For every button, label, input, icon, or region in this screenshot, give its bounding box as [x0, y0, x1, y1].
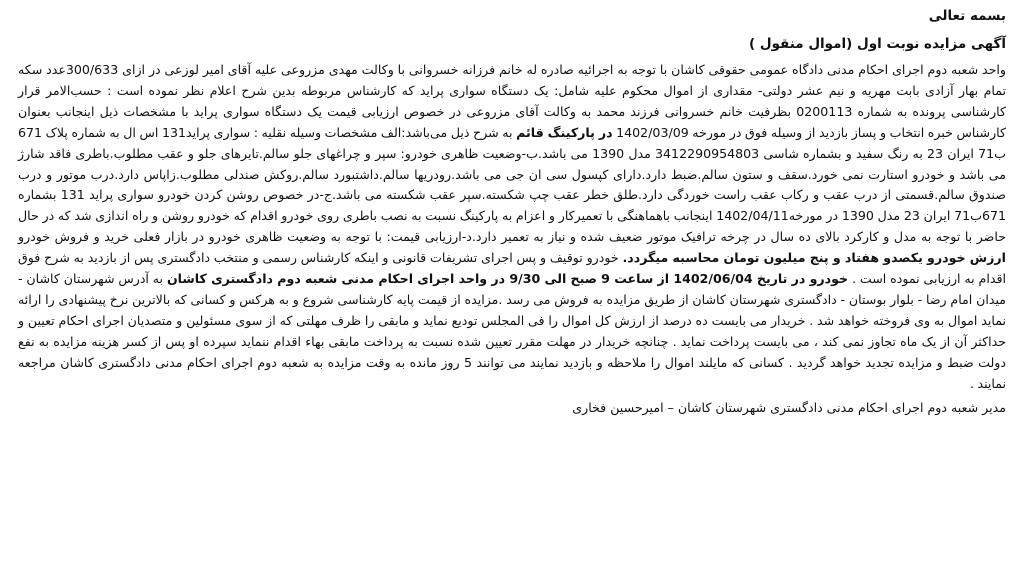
- body-part-3: خودرو توقیف و پس اجرای تشریفات قانونی و اینکه کارشناس رسمی و منتخب دادگستری پس از بازدید به شرح فوق اقدام به ارزیابی نموده است .: [18, 250, 1006, 287]
- auction-date-and-place: خودرو در تاریخ 1402/06/04 از ساعت 9 صبح الی 9/30 در واحد اجرای احکام مدنی شعبه دوم دادگستری کاشان: [166, 271, 849, 287]
- signature-line: مدیر شعبه دوم اجرای احکام مدنی دادگستری شهرستان کاشان – امیرحسین فخاری: [572, 399, 1006, 415]
- appraised-value: ارزش خودرو یکصدو هفتاد و پنج میلیون تومان محاسبه میگردد.: [622, 250, 1006, 266]
- inspection-location: در پارکینگ قائم: [516, 124, 613, 140]
- notice-title: آگهی مزایده نوبت اول (اموال منقول ): [749, 36, 1006, 52]
- notice-body: [18, 60, 1006, 395]
- body-part-2: به شرح ذیل می‌باشد:الف مشخصات وسیله نقلیه : سواری پراید131 اس ال به شماره پلاک 671 ب71 ایران 23 به رنگ سفید و بشماره شاسی 3412290954803 مدل 1390 می باشد.ب-وضعیت ظاهری خودرو: سپر و چراغهای جلو سالم.تایرهای جلو و عقب مطلوب.باطری فاقد شارژ می باشد و خودرو استارت نمی خورد.سقف و ستون سالم.ضبط دارد.دارای کپسول سی ان جی می باشد.رودریها سالم.داشتبورد سالم.روکش صندلی مطلوب.زاپاس دارد.درب موتور و درب صندوق سالم.قسمتی از درب عقب و رکاب عقب راست خوردگی دارد.طلق خطر عقب چپ شکسته.سپر عقب شکسته می باشد.ج-در خصوص روشن کردن خودرو سواری پراید 131 بشماره 671ب71 ایران 23 مدل 1390 در مورخه1402/04/11 اینجانب باهماهنگی با تعمیرکار و اعزام به پارکینگ نسبت به نصب باطری روی خودرو اقدام که خودرو روشن و راه اندازی شد که در حال حاضر با توجه به مدل و کارکرد بالای ده سال در چرخه ترافیک موتور ضعیف شده و نیاز به تعمیر دارد.د-ارزیابی قیمت: با توجه به وضعیت ظاهری خودرو در بازار فعلی خرید و فروش خودرو: [18, 124, 1007, 245]
- auction-notice: [18, 6, 1006, 418]
- body-part-1: واحد شعبه دوم اجرای احکام مدنی دادگاه عمومی حقوقی کاشان با توجه به اجرائیه صادره له خانم فرزانه خسروانی با وکالت مهدی مزروعی علیه آقای امیر لوزعی در ازای 300/633عدد سکه تمام بهار آزادی بابت مهریه و نیم عشر دولتی- مقداری از اموال محکوم علیه شامل: یک دستگاه سواری پراید که کارشناس مربوطه بدین شرح اعلام نظر نموده است : حسب‌الامر قرار کارشناسی پرونده به شماره 0200113 بظرفیت خانم خسروانی فرزند محمد به وکالت آقای مزروعی در خصوص ارزیابی قیمت یک دستگاه سواری پراید با مشخصات ذیل اینجانب بعنوان کارشناس خبره انتخاب و پساز بازدید از وسیله فوق در مورخه 1402/03/09: [18, 62, 1006, 140]
- body-part-4: به آدرس شهرستان کاشان - میدان امام رضا - بلوار بوستان - دادگستری شهرستان کاشان از طریق مزایده به فروش می رسد .مزایده از قیمت پایه کارشناسی شروع و به هرکس و کسانی که بالاترین نرخ پیشنهادی را ارائه نماید اموال به وی فروخته خواهد شد . خریدار می بایست ده درصد از ارزش کل اموال را فی المجلس تودیع نماید و مابقی را ظرف مهلتی که از سوی مسئولین و متصدیان اجرای احکام تعیین و حداکثر آن از یک ماه تجاوز نمی کند ، می بایست پرداخت نماید . چنانچه خریدار در مهلت مقرر تعیین شده نسبت به پرداخت مابقی بهاء اقدام ننماید سپرده او پس از کسر هزینه مزایده به نفع دولت ضبط و مزایده تجدید خواهد گردید . کسانی که مایلند اموال را ملاحظه و بازدید نمایند می توانند 5 روز مانده به وقت مزایده به شعبه دوم اجرای احکام مدنی دادگستری کاشان مراجعه نمایند .: [18, 271, 1006, 391]
- basmala-heading: بسمه تعالی: [928, 8, 1006, 24]
